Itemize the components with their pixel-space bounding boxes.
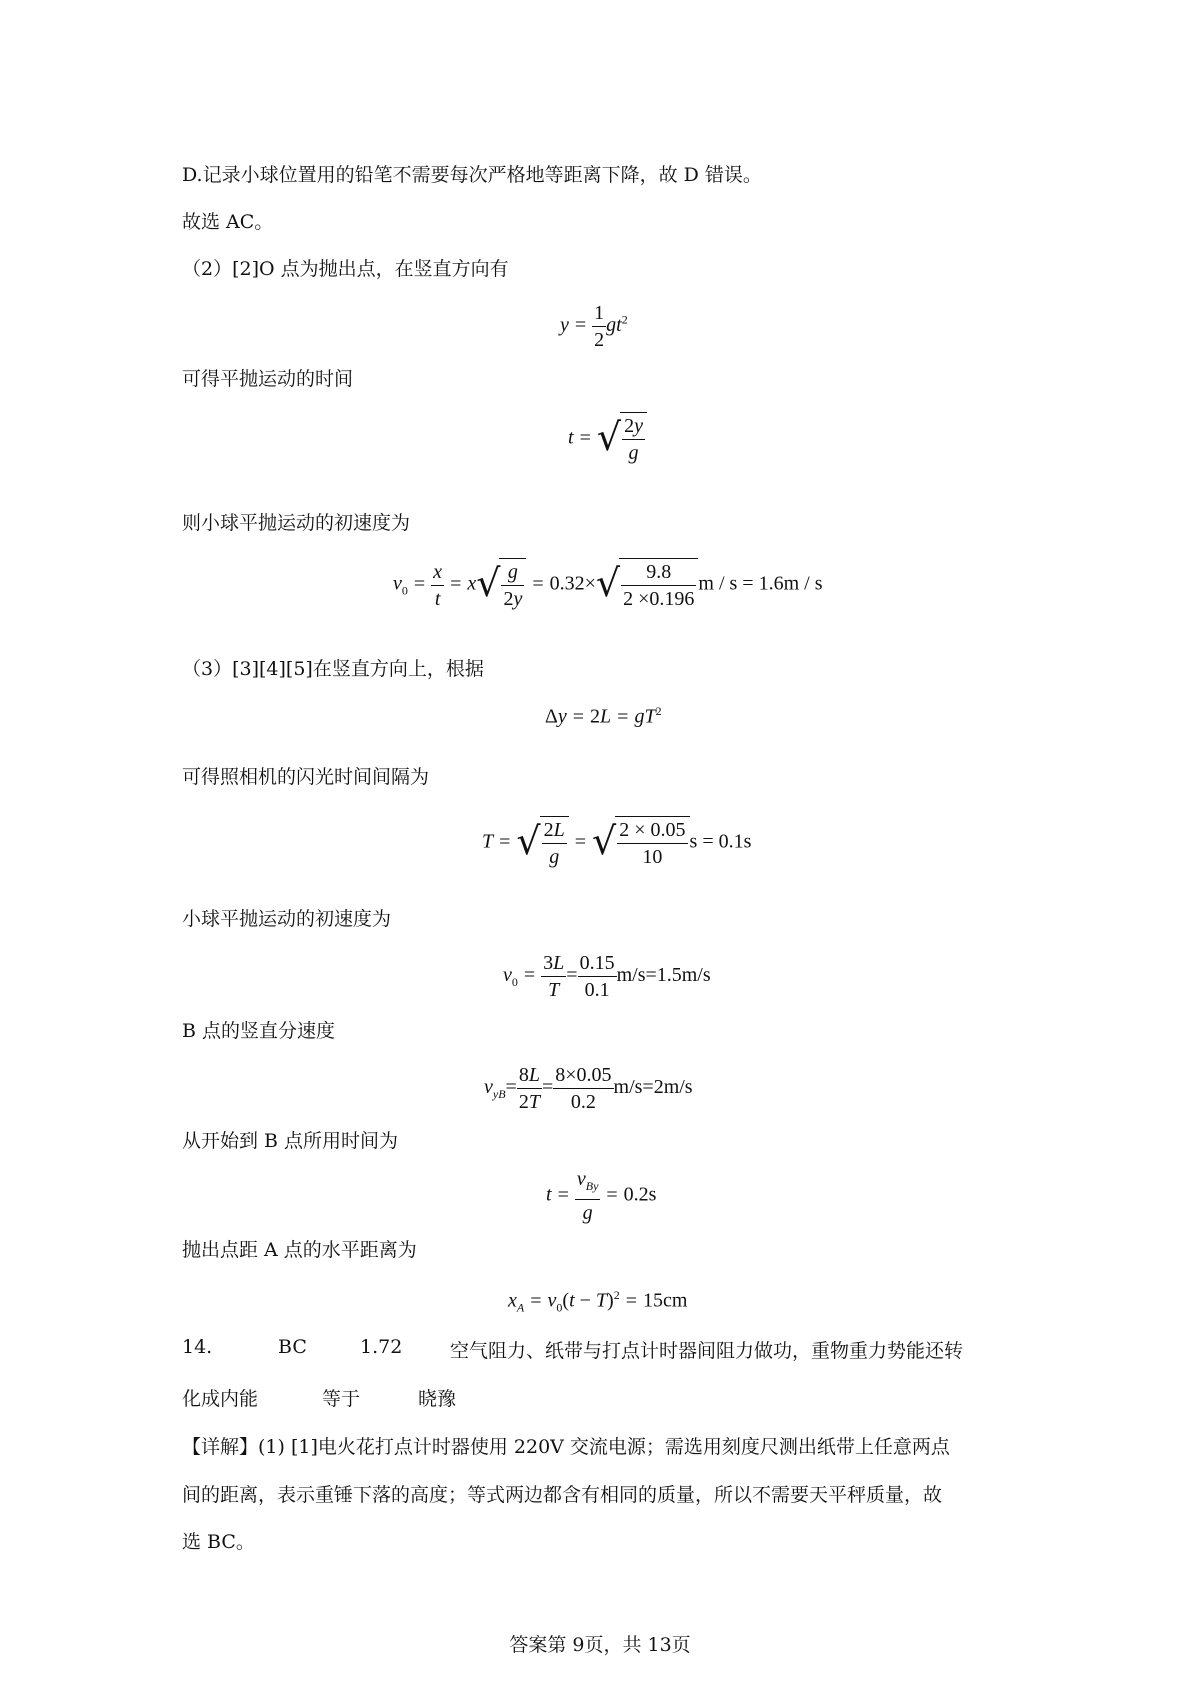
- text-line-8: 小球平抛运动的初速度为: [182, 908, 392, 930]
- text-line-11: 抛出点距 A 点的水平距离为: [182, 1239, 417, 1261]
- answer-4: 等于: [322, 1388, 361, 1410]
- equation-delta-y: $\Delta y = 2L = gT^2$: [545, 704, 662, 728]
- text-line-1: D.记录小球位置用的铅笔不需要每次严格地等距离下降，故 D 错误。: [182, 164, 762, 186]
- equation-v-yB: $v_{yB}=$ $\frac{8L}{2T}$ = $\frac{8\times 0.05}{0.2}$ m/s=2m/s: [484, 1064, 693, 1113]
- equation-t-sqrt: t = √ $\frac{2y}{g}$: [568, 412, 647, 466]
- text-line-6: （3）[3][4][5]在竖直方向上，根据: [182, 658, 484, 680]
- text-line-4: 可得平抛运动的时间: [182, 368, 354, 390]
- text-line-5: 则小球平抛运动的初速度为: [182, 512, 411, 534]
- text-line-14: 【详解】(1) [1]电火花打点计时器使用 220V 交流电源；需选用刻度尺测出纸带上任意两点: [182, 1436, 950, 1458]
- text-line-16: 选 BC。: [182, 1531, 255, 1553]
- answer-5: 晓豫: [418, 1388, 457, 1410]
- page-footer: 答案第 9页，共 13页: [509, 1634, 691, 1656]
- answer-number: 14.: [182, 1336, 213, 1358]
- answer-2: 1.72: [360, 1336, 403, 1358]
- equation-y-half-gt2: y = $\frac{1}{2}$ $gt^2$: [560, 302, 628, 351]
- text-line-9: B 点的竖直分速度: [182, 1020, 336, 1042]
- text-line-7: 可得照相机的闪光时间间隔为: [182, 766, 430, 788]
- equation-xA: $x_A = v_0(t - T)^2 = 15cm$: [508, 1288, 688, 1315]
- equation-v0-first: $v_0$ = $\frac{x}{t}$ = x √ $\frac{g}{2y}$ = 0.32× √ $\frac{9.8}{2 \times 0.196}$ m / s = 1.6m / s: [393, 558, 822, 612]
- text-line-3: （2）[2]O 点为抛出点，在竖直方向有: [182, 258, 509, 280]
- text-line-2: 故选 AC。: [182, 211, 274, 233]
- equation-v0-second: $v_0$ = $\frac{3L}{T}$ = $\frac{0.15}{0.1}$ m/s=1.5m/s: [503, 952, 711, 1001]
- answer-3: 空气阻力、纸带与打点计时器间阻力做功，重物重力势能还转: [450, 1340, 964, 1362]
- text-line-10: 从开始到 B 点所用时间为: [182, 1130, 399, 1152]
- text-line-15: 间的距离，表示重锤下落的高度；等式两边都含有相同的质量，所以不需要天平秤质量，故: [182, 1484, 943, 1506]
- text-line-13: 化成内能: [182, 1388, 259, 1410]
- equation-T: T = √ $\frac{2L}{g}$ = √ $\frac{2 \times 0.05}{10}$ s = 0.1s: [482, 816, 751, 870]
- equation-t-vBy: t = $\frac{v_{By}}{g}$ = 0.2s: [546, 1168, 657, 1224]
- answer-1: BC: [278, 1336, 307, 1358]
